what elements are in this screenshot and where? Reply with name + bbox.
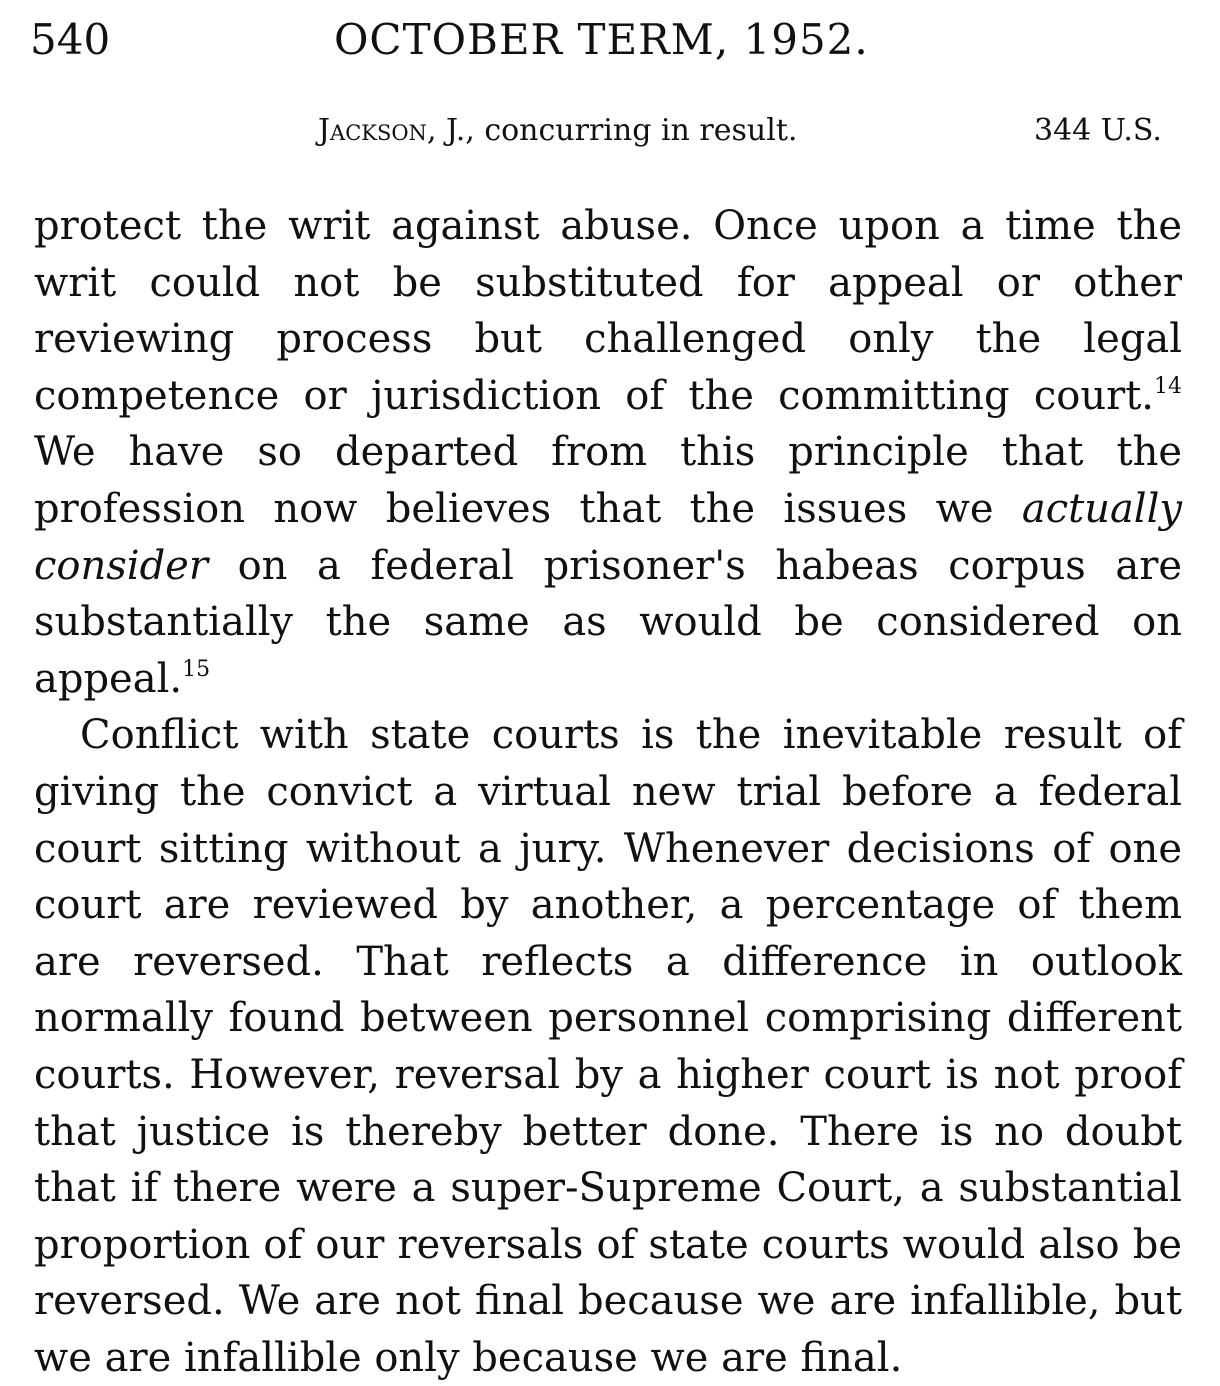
opinion-subhead	[0, 108, 1220, 158]
running-head	[30, 12, 1190, 72]
paragraph-1-text-c: on a federal prisoner's habeas corpus are substantially the same as would be considered on appeal.	[34, 542, 1182, 702]
footnote-ref-15: 15	[182, 656, 211, 682]
opinion-body	[34, 198, 1182, 1386]
emphasis-text: actually consider	[34, 485, 1182, 589]
reporter-citation: 344 U.S.	[1034, 113, 1162, 148]
page-number: 540	[30, 15, 111, 64]
footnote-ref-14: 14	[1154, 373, 1182, 399]
opinion-label	[318, 108, 797, 154]
term-title: OCTOBER TERM, 1952.	[334, 15, 869, 64]
paragraph-2: Conflict with state courts is the inevitable result of giving the convict a virtual new trial before a federal court sitting without a jury. Whenever decisions of one court are reviewed by another, a percentage of them are reversed. That reflects a difference in outlook normally found between personnel comprising different courts. However, reversal by a higher court is not proof that justice is thereby better done. There is no doubt that if there were a super-Supreme Court, a substantial proportion of our reversals of state courts would also be reversed. We are not final because we are infallible, but we are infallible only because we are final.	[34, 712, 1182, 1381]
paragraph-1-text-b: We have so departed from this principle that the profession now believes that the issues we	[34, 429, 1182, 532]
opinion-type: , J., concurring in result.	[426, 113, 798, 148]
paragraph-1-text-a: protect the writ against abuse. Once upon a time the writ could not be substituted for appeal or other reviewing process but challenged only the legal competence or jurisdiction of the committing court.	[34, 203, 1182, 419]
paragraph-1	[34, 198, 1182, 707]
justice-name: Jackson	[318, 113, 427, 148]
